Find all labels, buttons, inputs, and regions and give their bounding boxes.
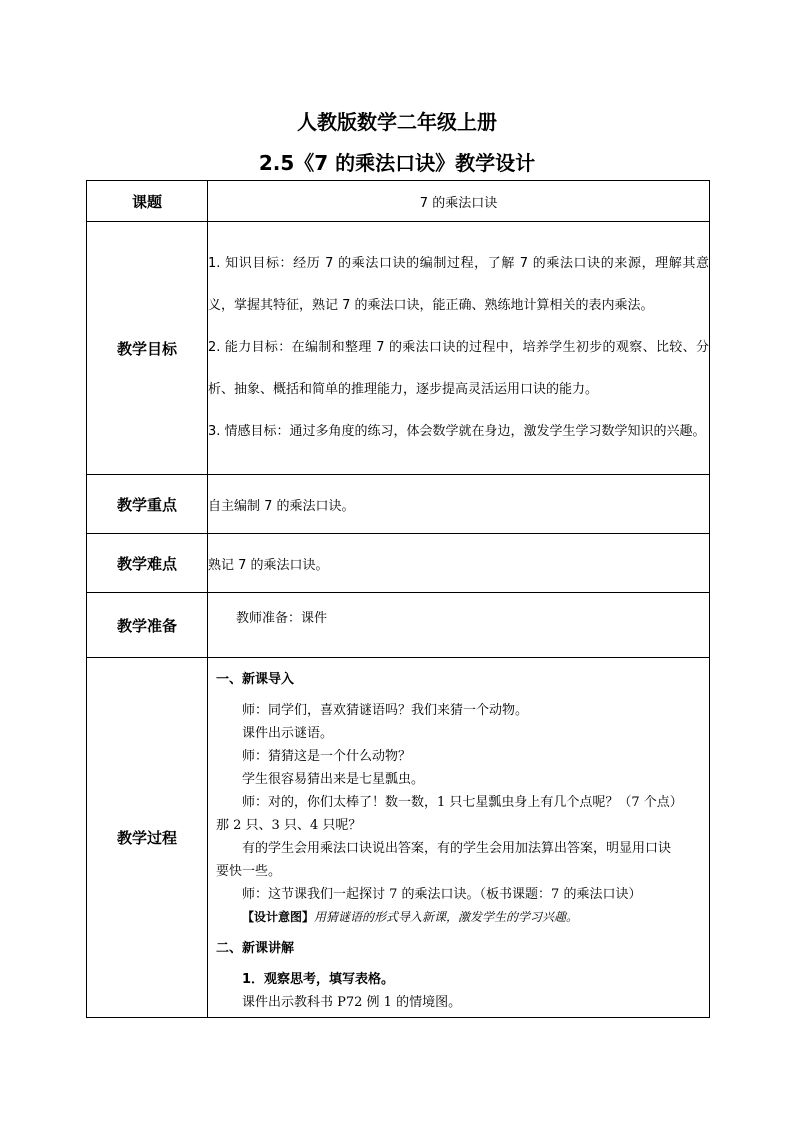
goal-knowledge: 1. 知识目标：经历 7 的乘法口诀的编制过程，了解 7 的乘法口诀的来源，理解其意义，掌握其特征，熟记 7 的乘法口诀，能正确、熟练地计算相关的表内乘法。: [208, 256, 709, 313]
topic-value: 7 的乘法口诀: [208, 181, 710, 222]
section2-heading: 二、新课讲解: [216, 941, 295, 956]
difficulty-value: 熟记 7 的乘法口诀。: [208, 534, 710, 593]
process-line: 师：这节课我们一起探讨 7 的乘法口诀。（板书课题：7 的乘法口诀）: [242, 887, 642, 902]
preparation-value: 教师准备：课件: [208, 593, 710, 658]
sub1-heading: 1．观察思考，填写表格。: [242, 972, 395, 987]
goal-ability: 2. 能力目标：在编制和整理 7 的乘法口诀的过程中，培养学生初步的观察、比较、分析、抽象、概括和简单的推理能力，逐步提高灵活运用口诀的能力。: [208, 340, 709, 397]
process-content: [208, 658, 710, 1018]
document-subtitle: 2.5《7 的乘法口诀》教学设计: [258, 151, 536, 175]
goals-label: 教学目标: [87, 222, 208, 475]
row-goals: [87, 222, 710, 475]
process-line: 师：同学们，喜欢猜谜语吗？我们来猜一个动物。: [242, 703, 529, 718]
row-difficulty: [87, 534, 710, 593]
row-key-point: [87, 475, 710, 534]
process-line: 有的学生会用乘法口诀说出答案，有的学生会用加法算出答案，明显用口诀: [242, 841, 672, 856]
goal-emotion: 3. 情感目标：通过多角度的练习，体会数学就在身边，激发学生学习数学知识的兴趣。: [208, 424, 706, 439]
process-line: 学生很容易猜出来是七星瓢虫。: [242, 772, 425, 787]
process-line: 课件出示谜语。: [242, 726, 334, 741]
lesson-plan-table: [86, 180, 710, 1018]
section1-heading: 一、新课导入: [216, 672, 295, 687]
process-line: 要快一些。: [216, 864, 282, 879]
row-process: [87, 658, 710, 1018]
goals-content: [208, 222, 710, 475]
process-line: 师：猜猜这是一个什么动物？: [242, 749, 412, 764]
process-label: 教学过程: [87, 658, 208, 1018]
key-point-value: 自主编制 7 的乘法口诀。: [208, 475, 710, 534]
row-preparation: [87, 593, 710, 658]
process-line: 师：对的，你们太棒了！数一数，1 只七星瓢虫身上有几个点呢？（7 个点）: [242, 795, 683, 810]
sub1-line: 课件出示教科书 P72 例 1 的情境图。: [242, 995, 462, 1010]
design-text: 用猜谜语的形式导入新课，激发学生的学习兴趣。: [314, 910, 579, 924]
row-topic: [87, 181, 710, 222]
topic-label: 课题: [87, 181, 208, 222]
key-point-label: 教学重点: [87, 475, 208, 534]
design-tag: 【设计意图】: [242, 910, 315, 924]
preparation-label: 教学准备: [87, 593, 208, 658]
process-line: 那 2 只、3 只、4 只呢？: [216, 818, 362, 833]
document-title: 人教版数学二年级上册: [297, 110, 497, 134]
design-intent: [216, 906, 701, 929]
difficulty-label: 教学难点: [87, 534, 208, 593]
